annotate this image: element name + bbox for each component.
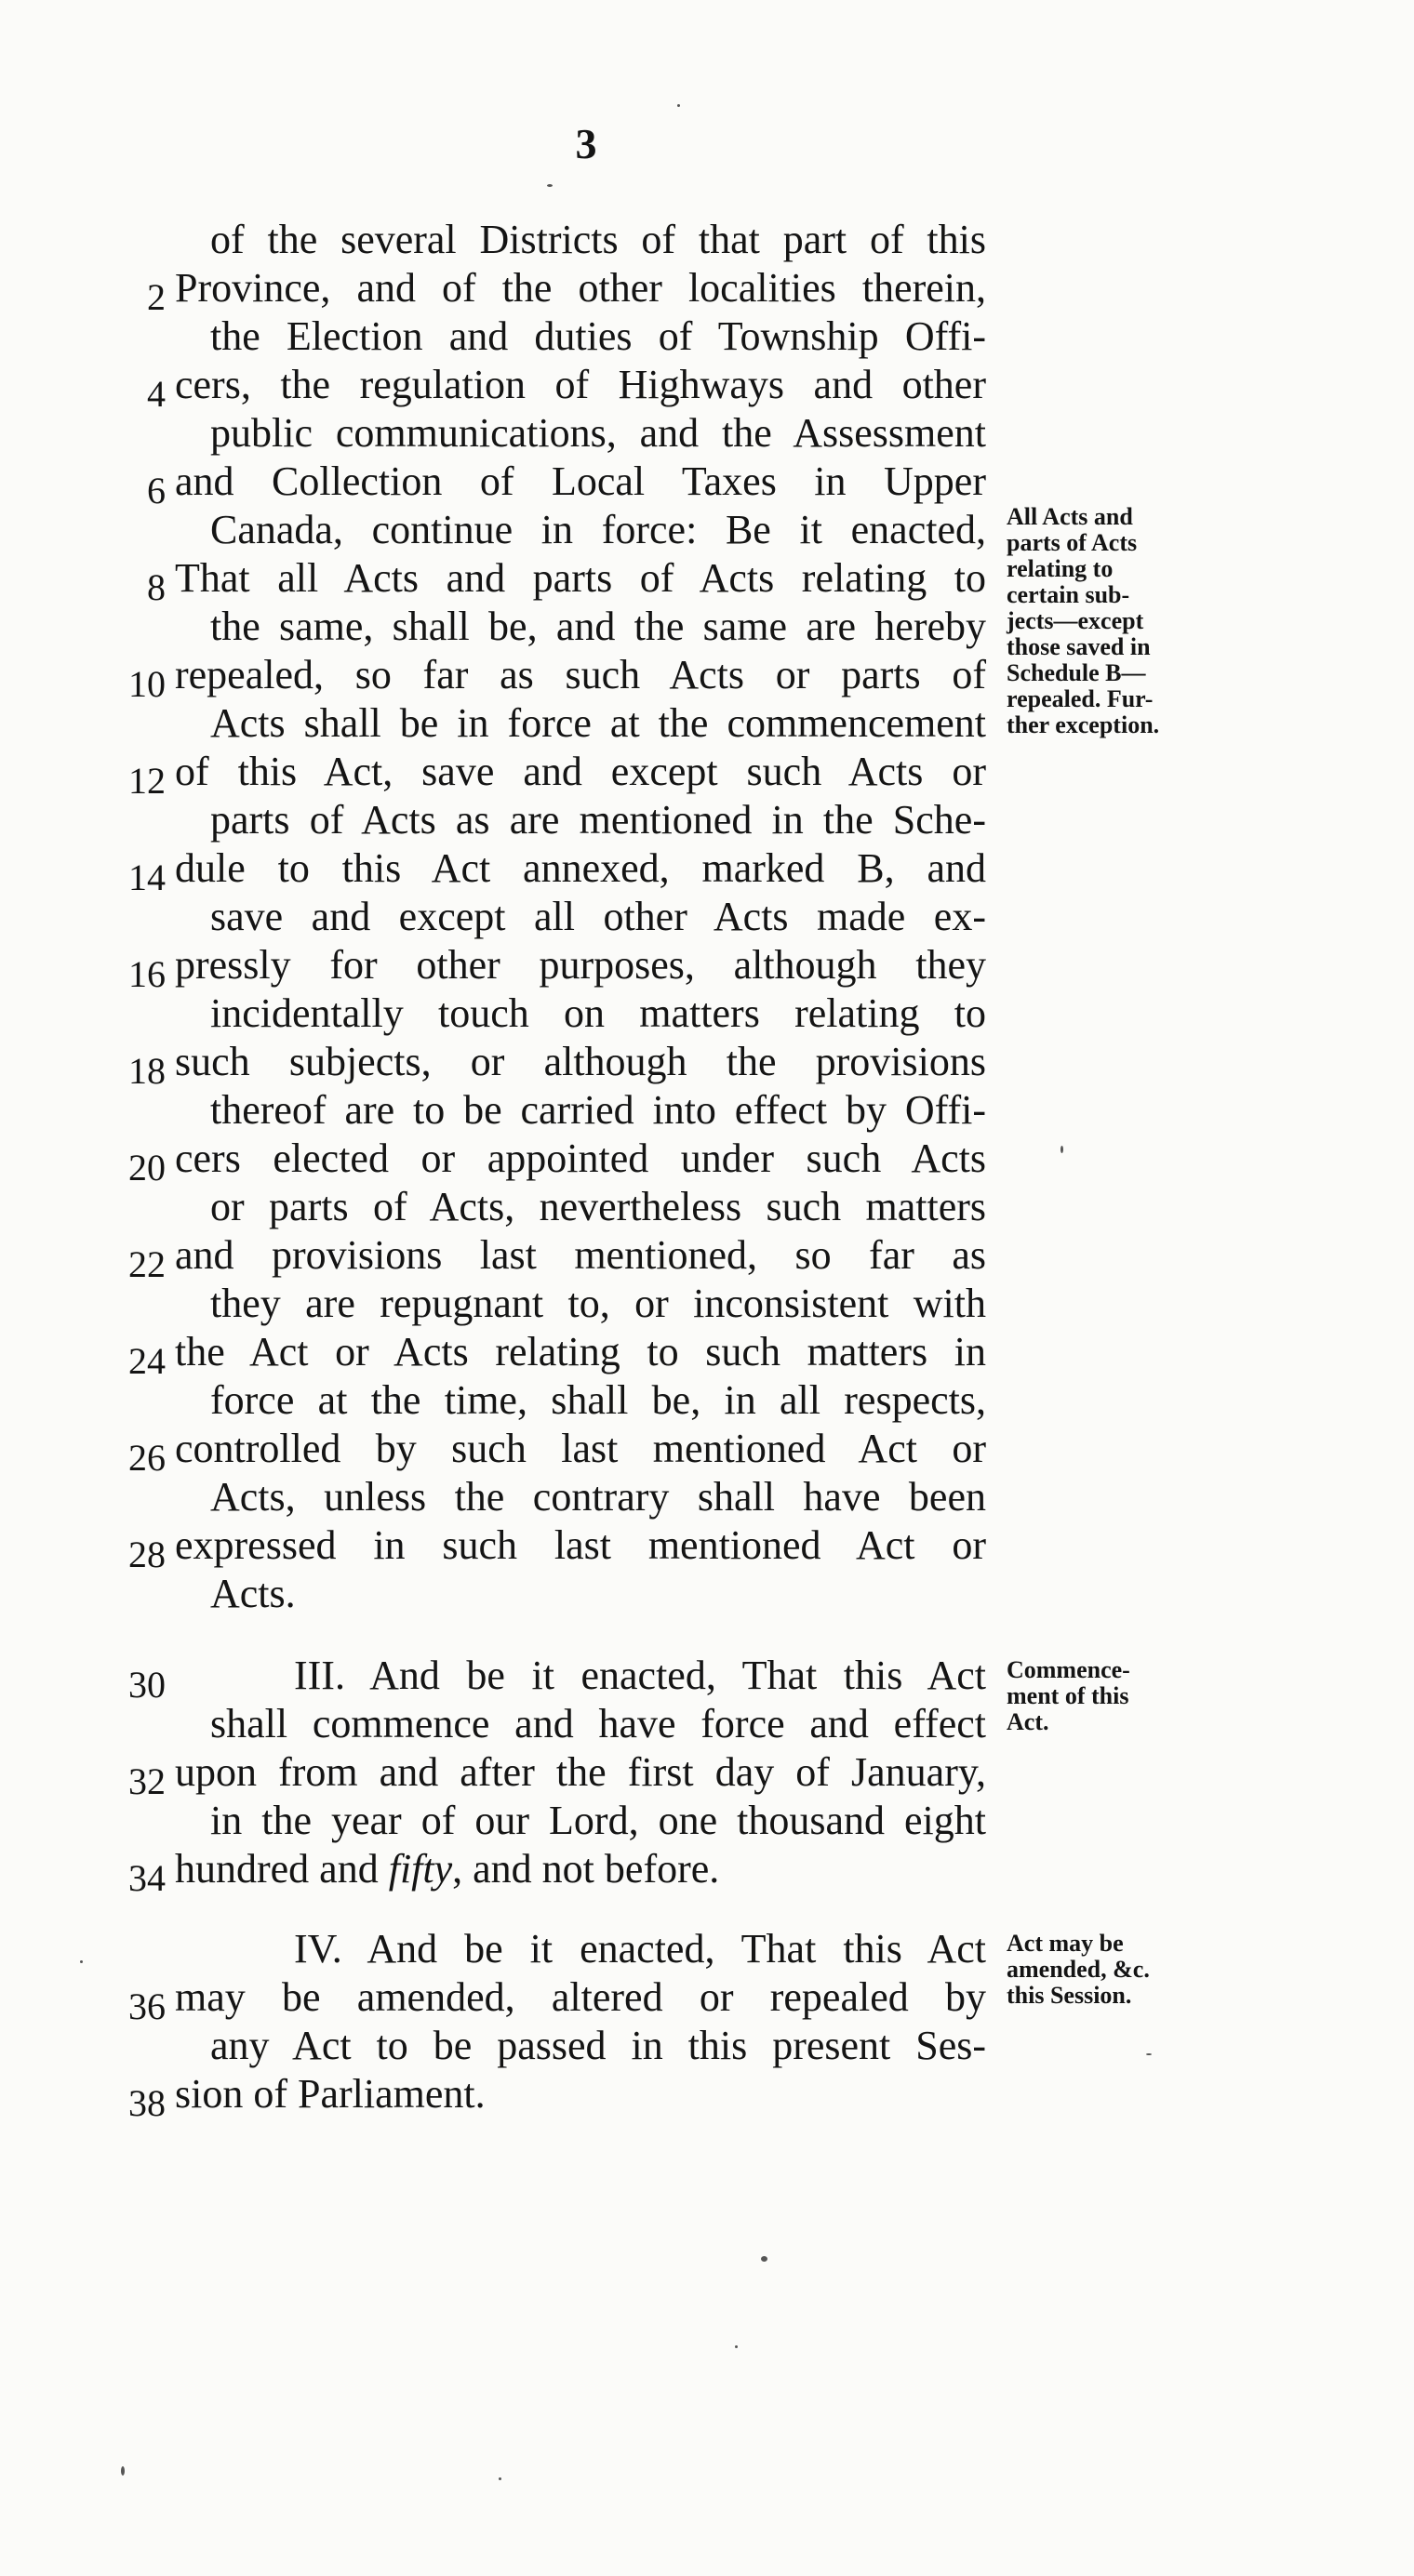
- scan-speck: [499, 2477, 501, 2480]
- text-line: [121, 1700, 995, 1748]
- line-text: cers elected or appointed under such Acts: [175, 1135, 986, 1181]
- margin-note-line: this Session.: [1007, 1982, 1132, 2009]
- line-number: 6: [147, 470, 166, 511]
- margin-note-repeal: [1007, 504, 1211, 738]
- line-text: may be amended, altered or repealed by: [175, 1974, 986, 2020]
- text-line: [121, 1748, 995, 1802]
- margin-note-line: ther exception.: [1007, 711, 1160, 738]
- text-line: [121, 458, 995, 511]
- text-line: [121, 1086, 995, 1135]
- line-text: IV. And be it enacted, That this Act: [294, 1926, 986, 1972]
- scan-speck: [547, 184, 553, 187]
- line-text: parts of Acts as are mentioned in the Sche-: [210, 797, 986, 843]
- text-line: [121, 361, 995, 415]
- text-line: [121, 1038, 995, 1092]
- line-number: 18: [128, 1050, 166, 1092]
- text-line: [121, 1925, 995, 1973]
- margin-note-line: relating to: [1007, 555, 1114, 582]
- line-number: 32: [128, 1760, 166, 1802]
- text-line: [121, 1473, 995, 1521]
- margin-note-line: repealed. Fur-: [1007, 685, 1154, 712]
- text-line: [121, 748, 995, 802]
- line-text: the same, shall be, and the same are hereby: [210, 604, 986, 649]
- line-text: pressly for other purposes, although they: [175, 942, 986, 988]
- text-line: [121, 796, 995, 844]
- line-text: cers, the regulation of Highways and other: [175, 362, 986, 407]
- text-line: [121, 1797, 995, 1845]
- line-number: 38: [128, 2082, 166, 2124]
- line-text: Province, and of the other localities therein,: [175, 265, 986, 311]
- line-text: repealed, so far as such Acts or parts of: [175, 652, 986, 697]
- line-number: 4: [147, 373, 166, 415]
- line-text: the Act or Acts relating to such matters in: [175, 1329, 986, 1374]
- text-line: [121, 1425, 995, 1479]
- line-text-part: hundred and: [175, 1846, 389, 1892]
- text-line: [121, 1521, 995, 1575]
- line-text: public communications, and the Assessment: [210, 410, 986, 456]
- text-line: [121, 264, 995, 318]
- line-text: or parts of Acts, nevertheless such matters: [210, 1184, 986, 1229]
- line-text: force at the time, shall be, in all respects,: [210, 1377, 986, 1423]
- line-text: any Act to be passed in this present Ses-: [210, 2023, 986, 2068]
- margin-note-line: those saved in: [1007, 633, 1151, 660]
- margin-note-line: Commence-: [1007, 1656, 1130, 1683]
- line-text: such subjects, or although the provisions: [175, 1039, 986, 1084]
- margin-note-line: amended, &c.: [1007, 1956, 1150, 1983]
- text-line: [121, 409, 995, 458]
- line-text: Acts.: [210, 1571, 296, 1616]
- line-text: Acts, unless the contrary shall have been: [210, 1474, 986, 1520]
- line-text: they are repugnant to, or inconsistent with: [210, 1281, 986, 1326]
- line-text: thereof are to be carried into effect by Offi-: [210, 1087, 986, 1133]
- line-number: 8: [147, 566, 166, 608]
- line-text: controlled by such last mentioned Act or: [175, 1426, 986, 1471]
- margin-note-amendment: [1007, 1931, 1211, 2009]
- text-line: [121, 1328, 995, 1382]
- text-line: [121, 651, 995, 705]
- line-number: 28: [128, 1534, 166, 1575]
- line-number: 30: [128, 1664, 166, 1706]
- margin-note-line: certain sub-: [1007, 581, 1130, 608]
- line-number: 22: [128, 1243, 166, 1285]
- line-text: the Election and duties of Township Offi-: [210, 313, 986, 359]
- line-text: incidentally touch on matters relating to: [210, 990, 986, 1036]
- line-text: expressed in such last mentioned Act or: [175, 1522, 986, 1568]
- margin-note-line: Schedule B—: [1007, 659, 1146, 686]
- margin-note-line: jects—except: [1007, 607, 1144, 634]
- scan-speck: [761, 2256, 767, 2262]
- line-number: 14: [128, 856, 166, 898]
- text-line: [121, 699, 995, 748]
- line-number: 36: [128, 1985, 166, 2027]
- text-line: [121, 1845, 995, 1899]
- text-line: [121, 554, 995, 608]
- line-text: save and except all other Acts made ex-: [210, 894, 986, 939]
- text-line: [121, 312, 995, 361]
- line-number: 24: [128, 1340, 166, 1382]
- line-text: and Collection of Local Taxes in Upper: [175, 458, 986, 504]
- line-number: 16: [128, 953, 166, 995]
- margin-note-line: ment of this: [1007, 1682, 1129, 1709]
- margin-note-line: parts of Acts: [1007, 529, 1138, 556]
- line-number: 2: [147, 276, 166, 318]
- text-line: [121, 2022, 995, 2070]
- margin-note-line: Act may be: [1007, 1930, 1124, 1957]
- text-line: [121, 893, 995, 941]
- scan-speck: [121, 2466, 125, 2476]
- scan-speck: [1060, 1146, 1063, 1153]
- text-line: [121, 1280, 995, 1328]
- margin-note-line: All Acts and: [1007, 503, 1133, 530]
- line-text: of the several Districts of that part of this: [210, 217, 986, 262]
- line-number: 10: [128, 663, 166, 705]
- italic-word: fifty: [388, 1846, 453, 1892]
- line-text: shall commence and have force and effect: [210, 1701, 986, 1746]
- text-line: [121, 844, 995, 898]
- line-text: sion of Parliament.: [175, 2071, 486, 2117]
- page-number: 3: [575, 120, 597, 167]
- text-line: [121, 603, 995, 651]
- line-number: 20: [128, 1147, 166, 1188]
- line-number: 12: [128, 760, 166, 802]
- line-text: III. And be it enacted, That this Act: [294, 1653, 986, 1698]
- text-line: [121, 1652, 995, 1706]
- line-number: 26: [128, 1437, 166, 1479]
- line-text: in the year of our Lord, one thousand eight: [210, 1798, 986, 1843]
- text-line: [121, 216, 995, 264]
- text-line: [121, 1570, 995, 1618]
- text-line: [121, 2070, 995, 2124]
- line-text: That all Acts and parts of Acts relating to: [175, 555, 986, 601]
- line-number: 34: [128, 1857, 166, 1899]
- text-line: [121, 1376, 995, 1425]
- line-text: of this Act, save and except such Acts or: [175, 749, 986, 794]
- scan-speck: [677, 104, 680, 107]
- line-text: Acts shall be in force at the commencement: [210, 700, 986, 746]
- text-line: [121, 989, 995, 1038]
- text-line: [121, 1183, 995, 1231]
- text-line: [121, 506, 995, 554]
- line-text: [175, 1845, 986, 1893]
- line-text: dule to this Act annexed, marked B, and: [175, 845, 986, 891]
- line-text: upon from and after the first day of January,: [175, 1749, 986, 1795]
- scan-speck: [80, 1960, 83, 1963]
- margin-note-line: Act.: [1007, 1708, 1049, 1735]
- scan-speck: [735, 2345, 738, 2348]
- line-text: and provisions last mentioned, so far as: [175, 1232, 986, 1278]
- line-text-part: , and not before.: [452, 1846, 720, 1892]
- text-line: [121, 1231, 995, 1285]
- text-line: [121, 1973, 995, 2027]
- margin-note-commencement: [1007, 1657, 1211, 1735]
- scan-speck: [1146, 2053, 1152, 2055]
- text-line: [121, 1135, 995, 1188]
- line-text: Canada, continue in force: Be it enacted,: [210, 507, 986, 552]
- text-line: [121, 941, 995, 995]
